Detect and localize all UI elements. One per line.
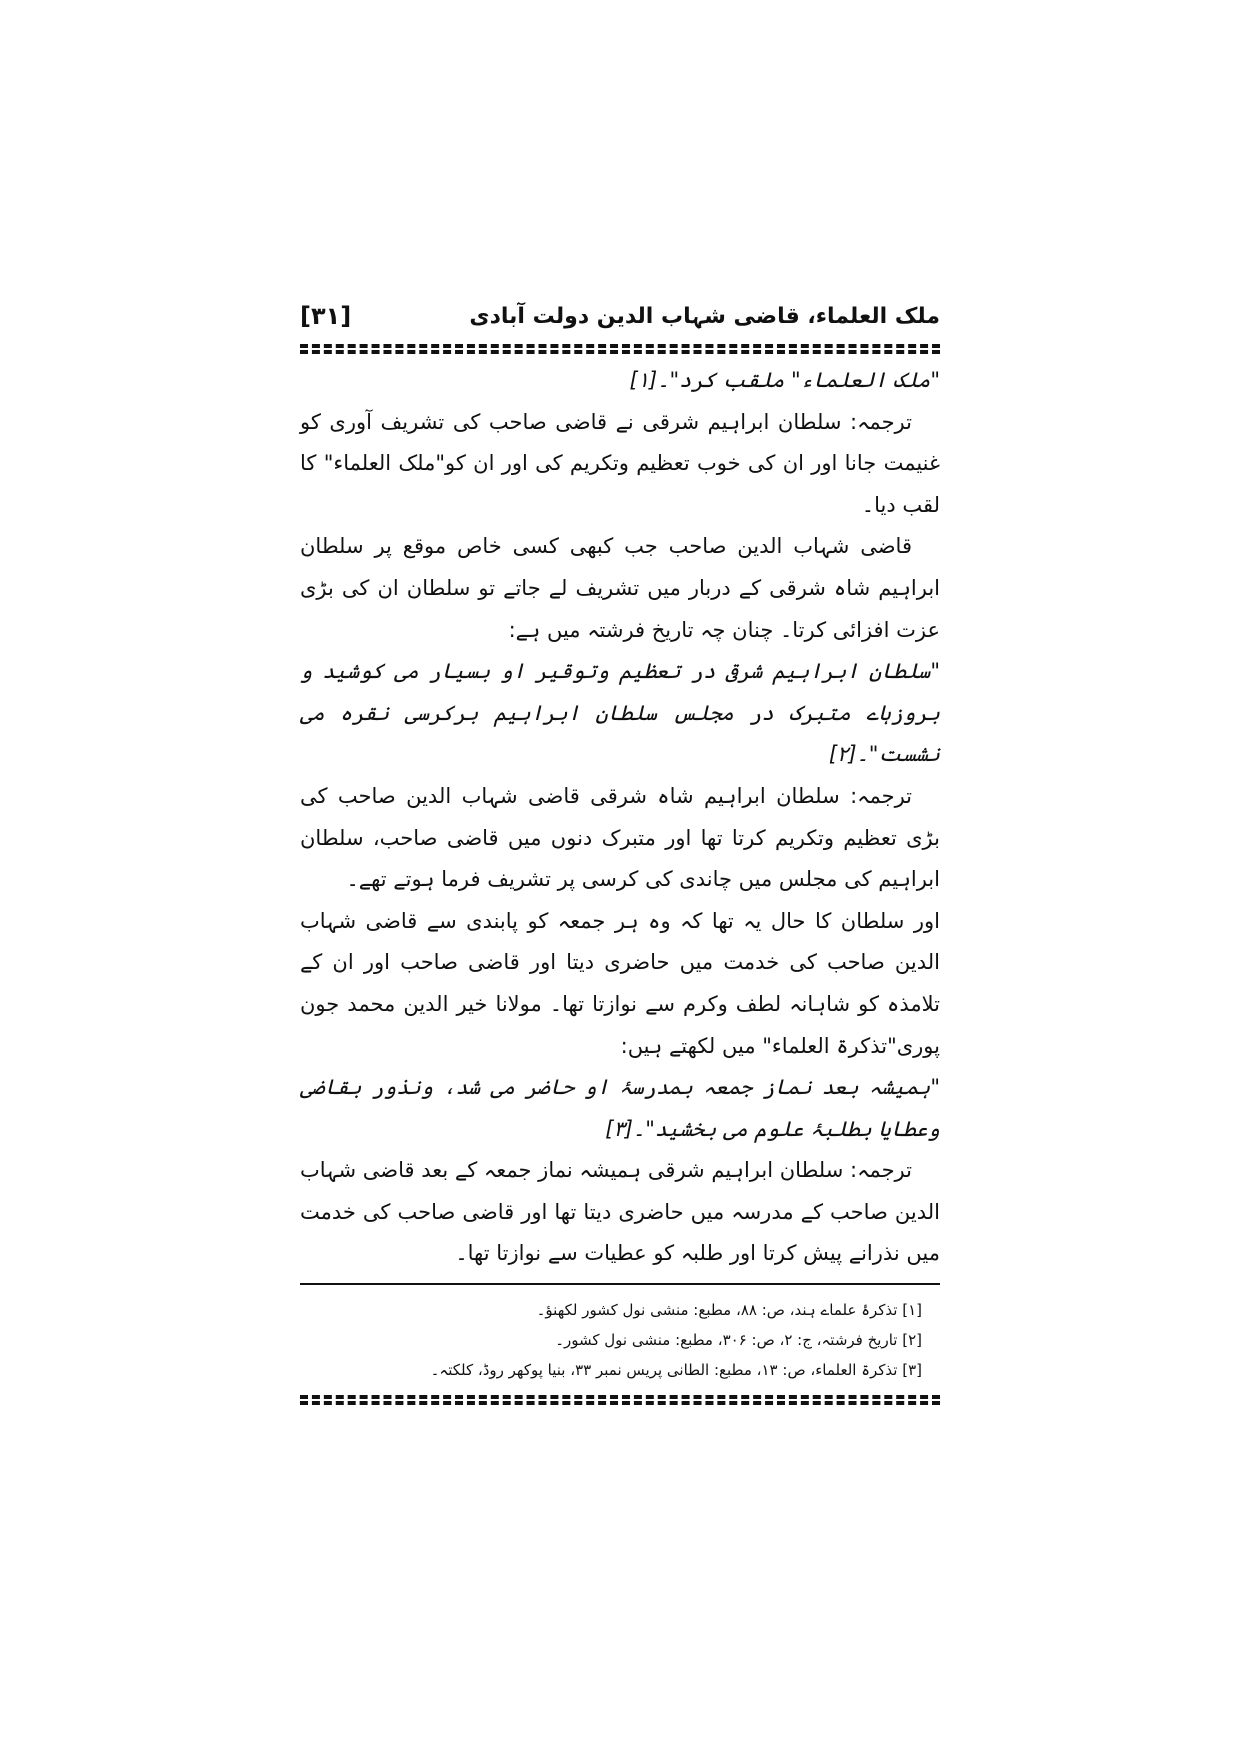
paragraph-narrative-1: قاضی شہاب الدین صاحب جب کبھی کسی خاص موقع پر سلطان ابراہیم شاہ شرقی کے دربار میں تشریف لے جاتے تو سلطان ان کی بڑی عزت افزائی کرتا۔ چنان چہ تاریخ فرشتہ میں ہے:: [300, 534, 940, 642]
footnotes: [300, 1295, 940, 1385]
footer-divider: [300, 1391, 940, 1405]
page-number: [۳۱]: [300, 302, 352, 330]
footnote-2: [۲] تاریخ فرشتہ، ج: ۲، ص: ۳۰۶، مطبع: منشی نول کشور۔: [555, 1331, 922, 1350]
footer-dashed-rule-bottom: [300, 1401, 940, 1405]
paragraph-persian-quote-2: "ہمیشہ بعد نماز جمعہ بمدرسۂ او حاضر می شد، ونذور بقاضی وعطایا بطلبۂ علوم می بخشید"۔[۳]: [300, 1075, 940, 1141]
footnote-divider: [300, 1283, 940, 1285]
page-header: [300, 300, 940, 340]
header-divider: [300, 340, 940, 354]
footnote-3: [۳] تذکرۃ العلماء، ص: ۱۳، مطبع: الطانی پریس نمبر ۳۳، بنیا پوکھر روڈ، کلکتہ۔: [430, 1361, 922, 1380]
paragraph-quote-continuation: "ملک العلماء" ملقب کرد"۔[۱]: [629, 368, 940, 392]
paragraph-narrative-2: اور سلطان کا حال یہ تھا کہ وہ ہر جمعہ کو پابندی سے قاضی شہاب الدین صاحب کی خدمت میں حاضری دیتا اور قاضی صاحب اور ان کے تلامذہ کو شاہانہ لطف وکرم سے نوازتا تھا۔ مولانا خیر الدین محمد جون پوری"تذکرۃ العلماء" میں لکھتے ہیں:: [300, 908, 940, 1058]
paragraph-persian-quote-1: "سلطان ابراہیم شرقی در تعظیم وتوقیر او بسیار می کوشید و بروزہاے متبرک در مجلس سلطان ابراہیم برکرسی نقرہ می نشست"۔[۲]: [300, 659, 940, 767]
footer-dashed-rule-top: [300, 1395, 940, 1399]
paragraph-translation-3: ترجمہ: سلطان ابراہیم شرقی ہمیشہ نماز جمعہ کے بعد قاضی شہاب الدین صاحب کے مدرسہ میں حاضری دیتا تھا اور قاضی صاحب کی خدمت میں نذرانے پیش کرتا اور طلبہ کو عطیات سے نوازتا تھا۔: [300, 1158, 940, 1266]
running-title: ملک العلماء، قاضی شہاب الدین دولت آبادی: [469, 304, 940, 329]
body-text: [300, 360, 940, 1275]
header-dashed-rule-bottom: [300, 350, 940, 354]
page-content: [300, 300, 940, 1407]
paragraph-translation-2: ترجمہ: سلطان ابراہیم شاہ شرقی قاضی شہاب الدین صاحب کی بڑی تعظیم وتکریم کرتا تھا اور متبرک دنوں میں قاضی صاحب، سلطان ابراہیم کی مجلس میں چاندی کی کرسی پر تشریف فرما ہوتے تھے۔: [300, 783, 940, 892]
footnote-1: [۱] تذکرۂ علماے ہند، ص: ۸۸، مطبع: منشی نول کشور لکھنؤ۔: [536, 1301, 922, 1320]
paragraph-translation-1: ترجمہ: سلطان ابراہیم شرقی نے قاضی صاحب کی تشریف آوری کو غنیمت جانا اور ان کی خوب تعظیم وتکریم کی اور ان کو"ملک العلماء" کا لقب دیا۔: [300, 409, 940, 517]
header-dashed-rule-top: [300, 344, 940, 348]
